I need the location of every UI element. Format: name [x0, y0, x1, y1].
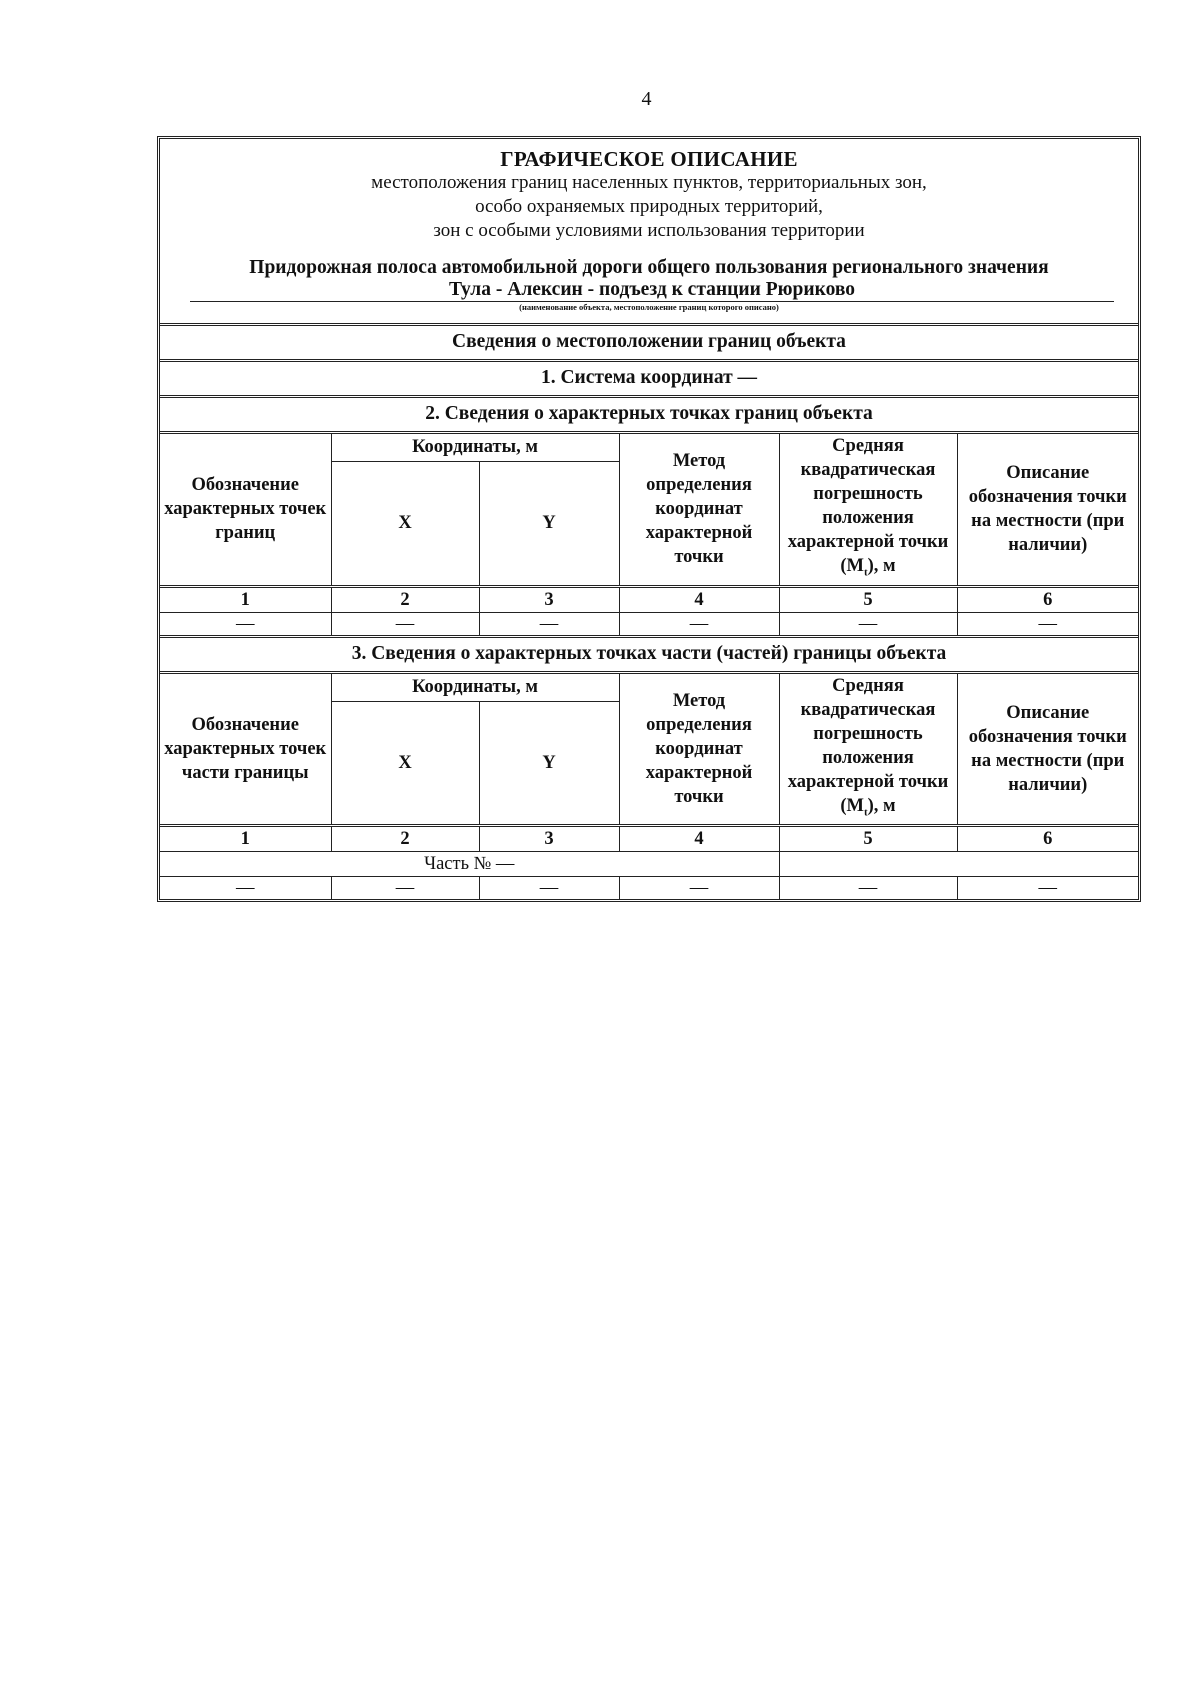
table-cell: — — [779, 877, 957, 900]
subtitle-line: зон с особыми условиями использования территории — [433, 220, 865, 241]
table-cell: — — [957, 612, 1138, 635]
part-row — [160, 852, 1138, 877]
column-number: 2 — [331, 826, 479, 852]
col-y-header: Y — [479, 461, 619, 586]
section3-title: 3. Сведения о характерных точках части (частей) границы объекта — [160, 638, 1138, 674]
table-cell: — — [479, 877, 619, 900]
table-cell: — — [331, 877, 479, 900]
col-error-header — [779, 434, 957, 586]
column-number: 3 — [479, 826, 619, 852]
subtitle-line: местоположения границ населенных пунктов, территориальных зон, — [371, 172, 927, 193]
document-title: ГРАФИЧЕСКОЕ ОПИСАНИЕ — [500, 147, 798, 171]
table-cell: — — [479, 612, 619, 635]
col-method-header: Метод определения координат характерной точки — [619, 434, 779, 586]
table-cell: — — [619, 877, 779, 900]
col-error-header — [779, 674, 957, 826]
column-number: 3 — [479, 586, 619, 612]
object-caption: (наименование объекта, местоположение границ которого описано) — [519, 302, 779, 312]
table-cell: — — [160, 877, 331, 900]
section2-table — [160, 434, 1138, 635]
section3-table-wrap — [160, 674, 1138, 900]
col-designation-header: Обозначение характерных точек границ — [160, 434, 331, 586]
col-description-header: Описание обозначения точки на местности (при наличии) — [957, 434, 1138, 586]
error-header-text: Средняя квадратическая погрешность положения характерной точки $(M_t)$, м — [787, 675, 949, 819]
coords-group-header: Координаты, м — [331, 434, 619, 461]
section2-title: 2. Сведения о характерных точках границ объекта — [160, 398, 1138, 434]
table-cell: — — [779, 612, 957, 635]
section3-table — [160, 674, 1138, 900]
subtitle-line: особо охраняемых природных территорий, — [475, 196, 823, 217]
col-x-header: X — [331, 461, 479, 586]
col-y-header: Y — [479, 701, 619, 826]
table-cell: — — [331, 612, 479, 635]
document-frame — [157, 136, 1141, 902]
column-numbers-row — [160, 586, 1138, 612]
col-method-header: Метод определения координат характерной точки — [619, 674, 779, 826]
object-name-line2: Тула - Алексин - подъезд к станции Рюриково — [190, 279, 1114, 302]
column-number: 5 — [779, 826, 957, 852]
col-x-header: X — [331, 701, 479, 826]
page-number: 4 — [641, 88, 652, 110]
table-cell: — — [160, 612, 331, 635]
coordinate-system: 1. Система координат — — [160, 362, 1138, 398]
column-number: 4 — [619, 826, 779, 852]
table-row — [160, 877, 1138, 900]
col-description-header: Описание обозначения точки на местности (при наличии) — [957, 674, 1138, 826]
column-number: 1 — [160, 826, 331, 852]
column-number: 4 — [619, 586, 779, 612]
col-designation-header: Обозначение характерных точек части границы — [160, 674, 331, 826]
column-number: 6 — [957, 826, 1138, 852]
section2-table-wrap — [160, 434, 1138, 638]
table-cell: — — [957, 877, 1138, 900]
column-number: 6 — [957, 586, 1138, 612]
table-row — [160, 612, 1138, 635]
column-numbers-row — [160, 826, 1138, 852]
coords-group-header: Координаты, м — [331, 674, 619, 701]
location-section-title: Сведения о местоположении границ объекта — [160, 326, 1138, 362]
column-number: 2 — [331, 586, 479, 612]
error-header-text: Средняя квадратическая погрешность положения характерной точки $(M_t)$, м — [787, 436, 949, 579]
column-number: 1 — [160, 586, 331, 612]
object-name-line1: Придорожная полоса автомобильной дороги общего пользования регионального значения — [249, 257, 1049, 278]
document-header — [160, 139, 1138, 326]
part-empty-cell — [779, 852, 1138, 877]
part-label: Часть № — — [160, 852, 779, 877]
table-cell: — — [619, 612, 779, 635]
column-number: 5 — [779, 586, 957, 612]
